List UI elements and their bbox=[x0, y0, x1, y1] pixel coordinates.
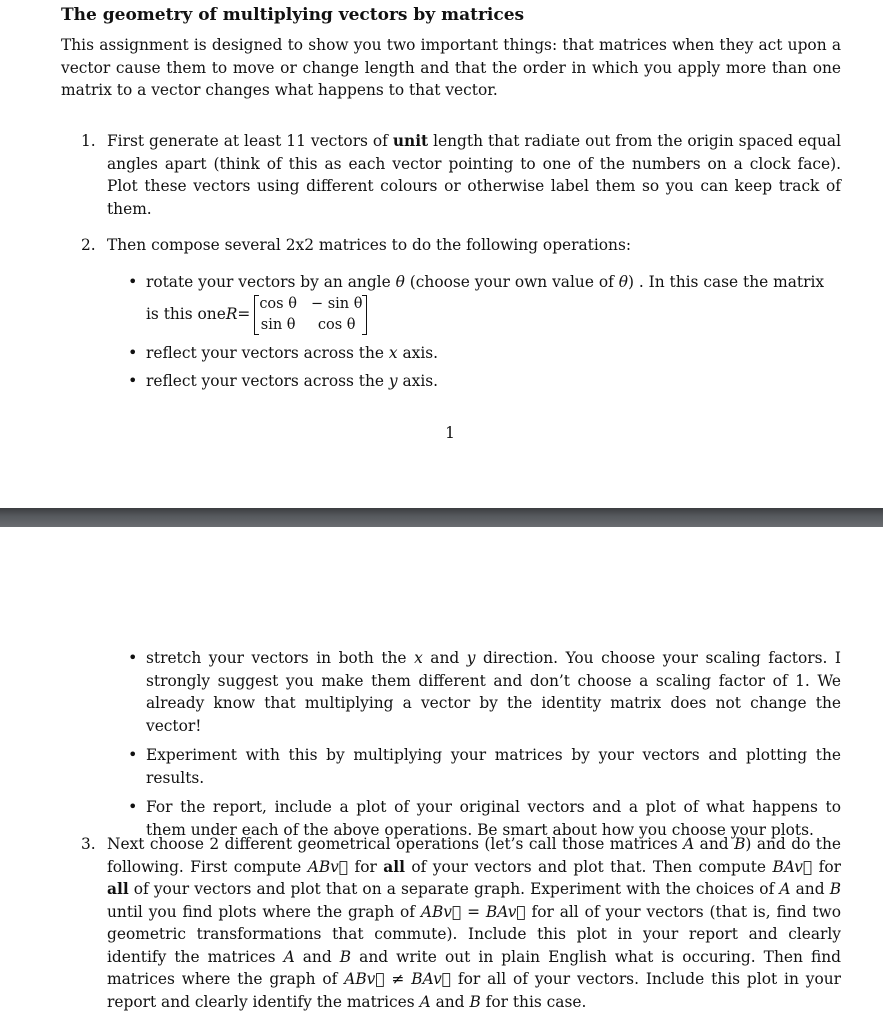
task-number: 1. bbox=[81, 132, 96, 150]
matrix-cell: − sin θ bbox=[310, 295, 363, 312]
task-number: 3. bbox=[81, 835, 96, 853]
intro-paragraph: This assignment is designed to show you two important things: that matrices when they act upon a vector cause them to move or change length and that the order in which you apply more than one matrix to a vector changes what happens to that vector. bbox=[61, 36, 841, 99]
matrix-cell: cos θ bbox=[259, 295, 297, 312]
task-text: length that radiate out from the origin spaced equal angles apart (think of this as each vector pointing to one of the numbers on a clock face). Plot these vectors using different colours or otherwise label them so you can keep track of them. bbox=[107, 132, 841, 218]
bullet-rotate: • rotate your vectors by an angle θ (choose your own value of θ) . In this case the matrix is this one R = cos θ − sin θ sin θ cos θ bbox=[146, 271, 841, 336]
bullet-report: • For the report, include a plot of your original vectors and a plot of what happens to them under each of the above operations. Be smart about how you choose your plots. bbox=[146, 796, 841, 841]
page-separator bbox=[0, 508, 883, 527]
bullet-experiment: • Experiment with this by multiplying your matrices by your vectors and plotting the results. bbox=[146, 744, 841, 789]
task-text: Then compose several 2x2 matrices to do the following operations: bbox=[107, 236, 632, 254]
bullet-reflect-x: • reflect your vectors across the x axis. bbox=[146, 342, 841, 365]
matrix-cell: sin θ bbox=[260, 316, 296, 333]
page-2 bbox=[0, 527, 883, 1024]
task-item-3: 3. Next choose 2 different geometrical operations (let’s call those matrices A and B) and do the following. First compute ABv⃗ for all of your vectors and plot that. Then compute BAv⃗ for all of your vectors and plot that on a separate graph. Experiment with the choices of A and B until you find plots where the graph of ABv⃗ = BAv⃗ for all of your vectors (that is, find two geometric transformations that commute). Include this plot in your report and clearly identify the matrices A and B and write out in plain English what is occuring. Then find matrices where the graph of ABv⃗ ≠ BAv⃗ for all of your vectors. Include this plot in your report and clearly identify the matrices A and B for this case. bbox=[81, 835, 841, 1011]
rotation-matrix-row: is this one R = cos θ − sin θ sin θ cos θ bbox=[146, 294, 841, 336]
operations-list bbox=[146, 271, 841, 393]
operations-list-continued bbox=[146, 647, 841, 841]
bullet-reflect-y: • reflect your vectors across the y axis. bbox=[146, 370, 841, 393]
task-item-1 bbox=[81, 130, 841, 220]
assignment-title: The geometry of multiplying vectors by matrices bbox=[61, 5, 525, 25]
task-item-2 bbox=[81, 234, 841, 257]
rotation-matrix bbox=[254, 294, 367, 336]
page-number: 1 bbox=[445, 424, 455, 442]
task-bold: unit bbox=[392, 132, 429, 150]
matrix-cell: cos θ bbox=[317, 316, 356, 333]
task-text: First generate at least 11 vectors of bbox=[107, 132, 393, 150]
task-number: 2. bbox=[81, 236, 96, 254]
page-1 bbox=[0, 0, 883, 508]
bullet-stretch: • stretch your vectors in both the x and y direction. You choose your scaling factors. I strongly suggest you make them different and don’t choose a scaling factor of 1. We already know that multiplying a vector by the identity matrix does not change the vector! bbox=[146, 647, 841, 737]
